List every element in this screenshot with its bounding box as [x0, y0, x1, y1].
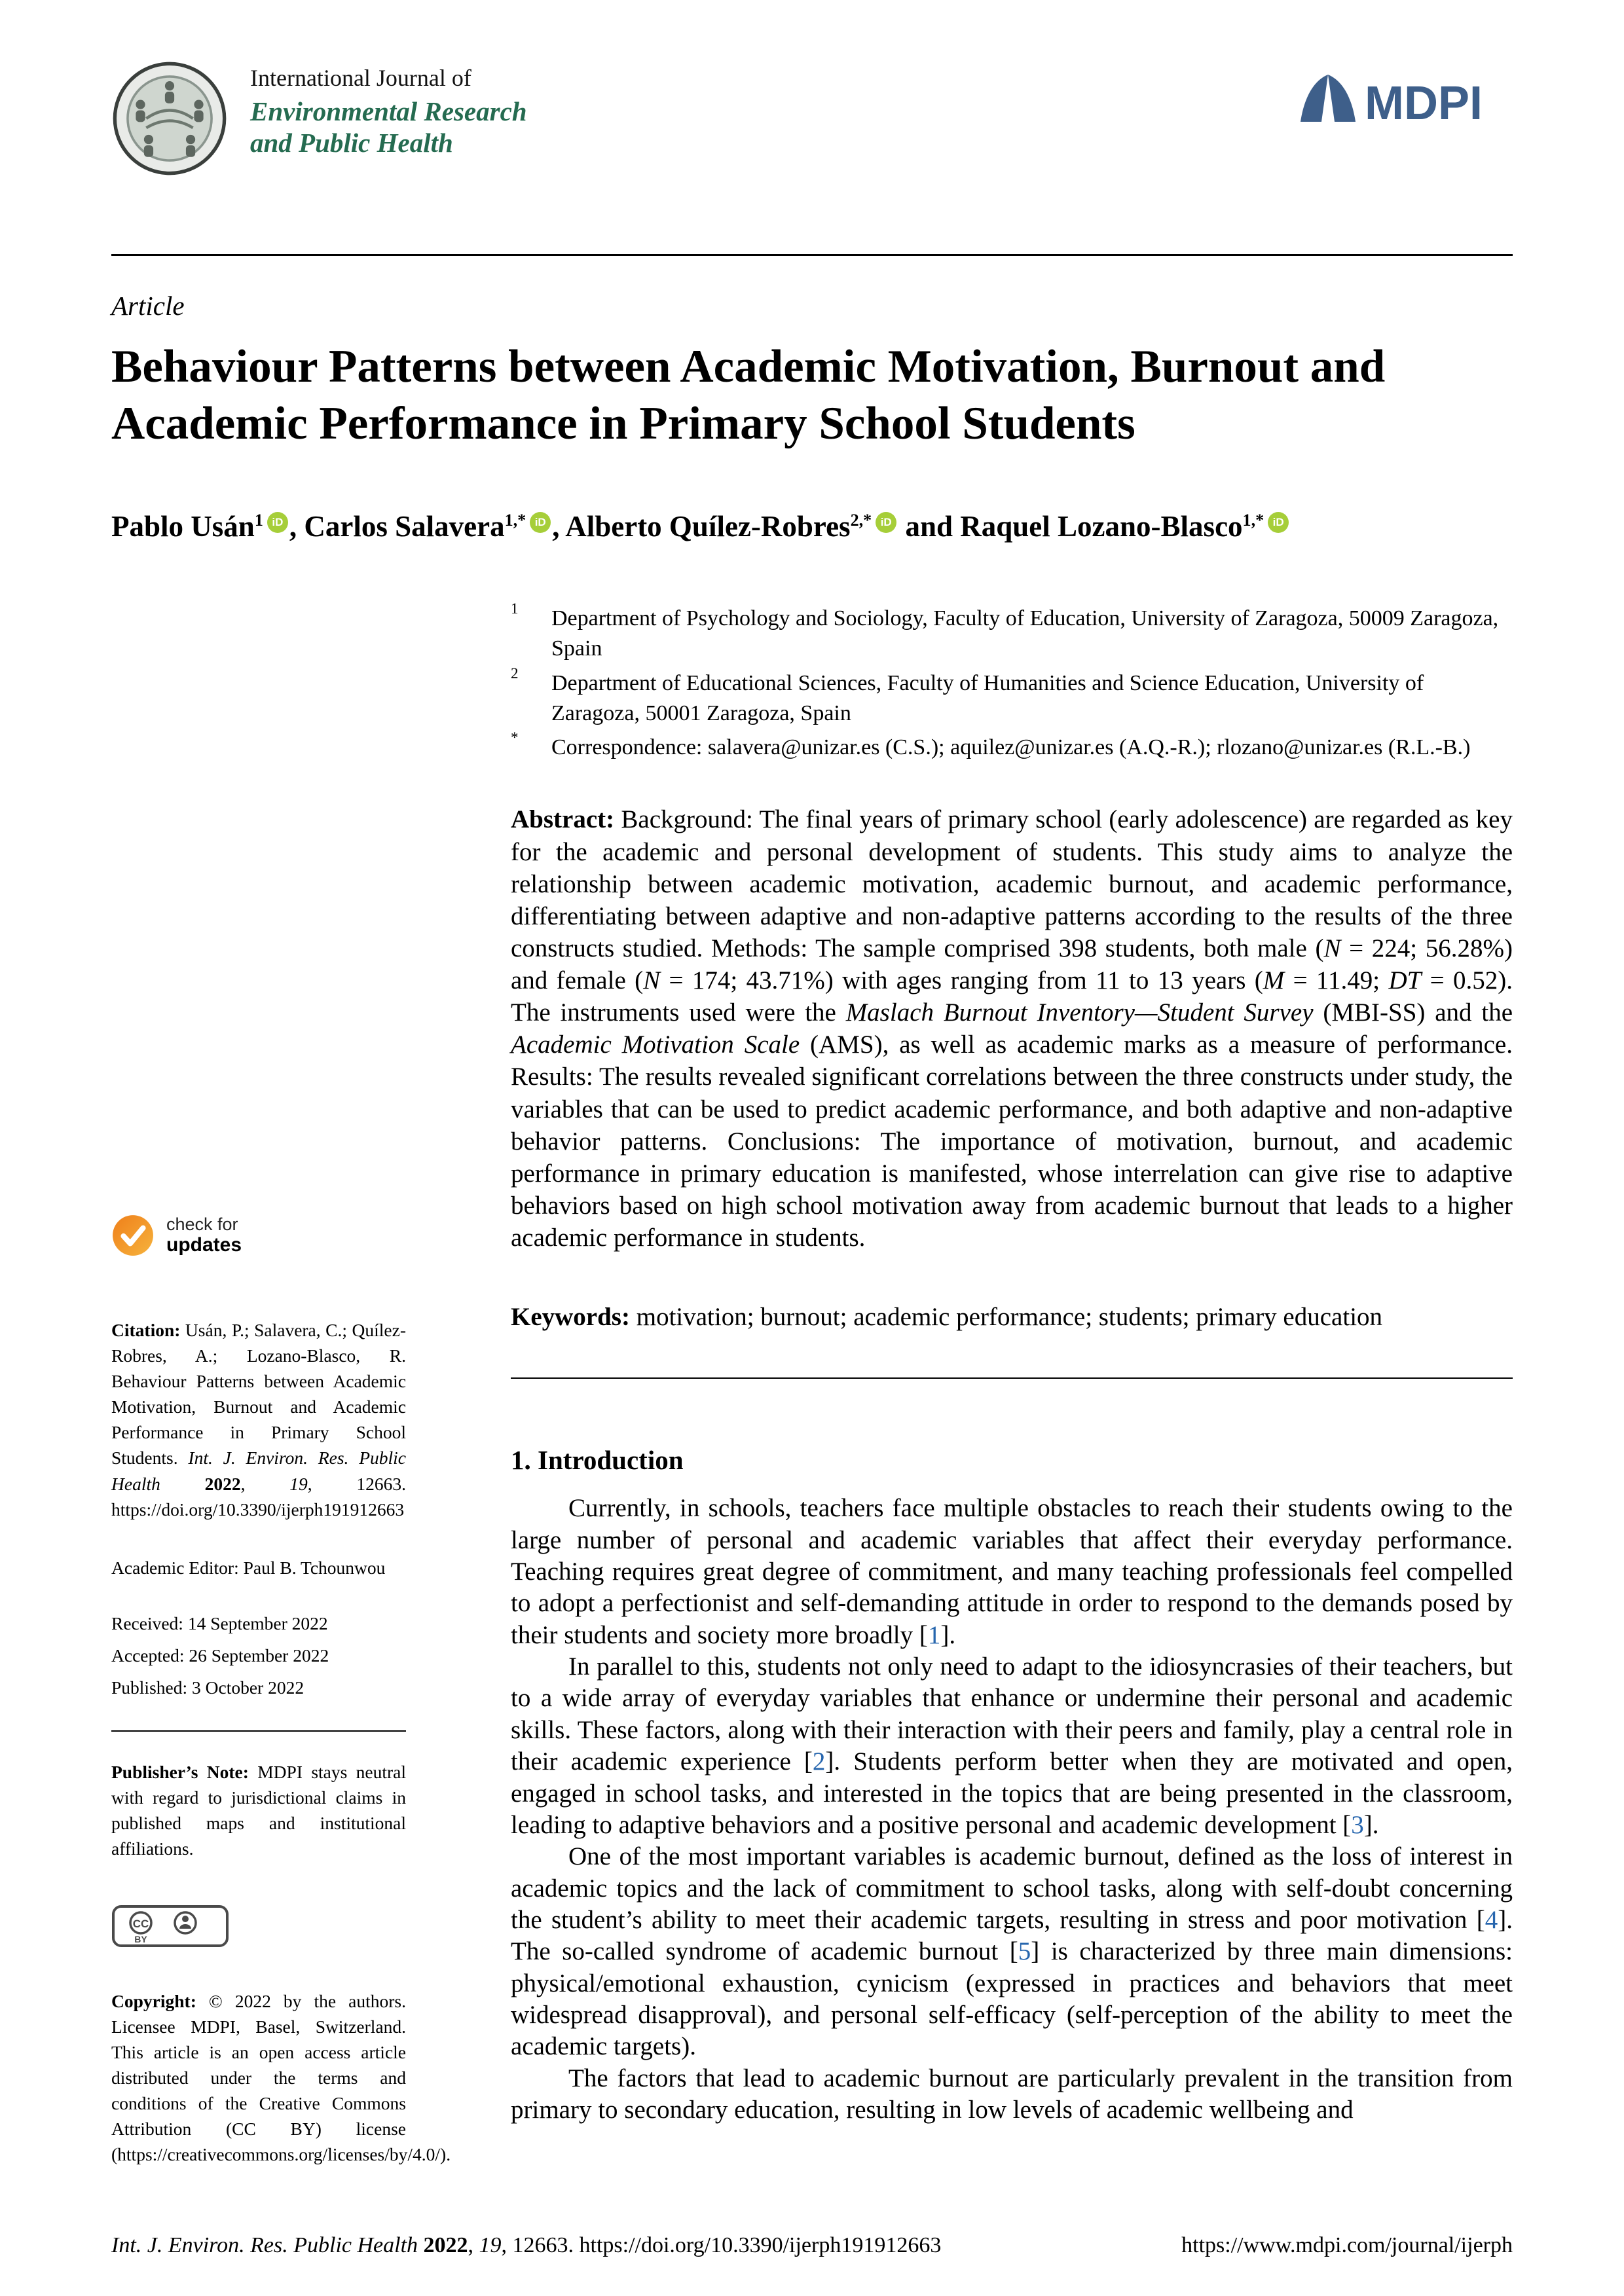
- affiliation-row: [511, 600, 1513, 664]
- check-updates-icon: [111, 1214, 155, 1257]
- copyright-block: Copyright: © 2022 by the authors. Licensee MDPI, Basel, Switzerland. This article is an open access article distributed under the terms and conditions of the Creative Commons Attribution (CC BY) license (https://creativecommons.org/licenses/by/4.0/).: [111, 1991, 451, 2165]
- dates-block: [111, 1611, 406, 1700]
- citation-ref[interactable]: 5: [1018, 1937, 1031, 1966]
- correspondence-text: Correspondence: salavera@unizar.es (C.S.); aquilez@unizar.es (A.Q.-R.); rlozano@unizar.es (R.L.-B.): [551, 735, 1471, 760]
- journal-title-line2: Environmental Research: [250, 96, 527, 126]
- correspondence-marker: *: [511, 729, 519, 746]
- keywords-divider: [511, 1377, 1513, 1379]
- journal-title-line3: and Public Health: [250, 128, 453, 158]
- citation-ref[interactable]: 3: [1351, 1810, 1364, 1839]
- authors-line: Pablo Usán$^1$ iD , Carlos Salavera$^{1,*}$ iD , Alberto Quílez-Robres$^{2,*}$ iD and Raquel Lozano-Blasco$^{1,*}$ iD: [111, 509, 1513, 543]
- check-updates-badge[interactable]: [111, 1214, 406, 1257]
- two-column-layout: [111, 600, 1513, 2167]
- sidebar: [111, 1214, 451, 2167]
- article-type-label: Article: [111, 291, 185, 321]
- mdpi-logo: [1297, 60, 1513, 136]
- check-updates-line2: updates: [166, 1233, 242, 1256]
- orcid-icon[interactable]: iD: [267, 512, 288, 533]
- cc-by-badge[interactable]: [111, 1904, 406, 1954]
- footer-citation: Int. J. Environ. Res. Public Health 2022, 19, 12663. https://doi.org/10.3390/ijerph191912663: [111, 2233, 942, 2257]
- affiliation-row: [511, 729, 1513, 763]
- header: [111, 0, 1513, 177]
- affiliation-text: Department of Psychology and Sociology, Faculty of Education, University of Zaragoza, 50009 Zaragoza, Spain: [551, 606, 1499, 661]
- by-person-icon: [175, 1912, 196, 1933]
- svg-text:CC: CC: [132, 1917, 149, 1930]
- paragraph: In parallel to this, students not only need to adapt to the idiosyncrasies of their teachers, but to a wide array of everyday variables that enhance or undermine their personal and academic skills. These factors, along with their interaction with their peers and family, play a central role in their academic experience [2]. Students perform better when they are motivated and open, engaged in school tasks, and interested in the topics that are being presented in the classroom, leading to adaptive behaviors and a positive personal and academic development [3].: [511, 1652, 1513, 1839]
- journal-logo-icon: [111, 60, 228, 177]
- accepted-date: Accepted: 26 September 2022: [111, 1645, 329, 1666]
- footer: [111, 2233, 1513, 2258]
- sidebar-divider: [111, 1730, 406, 1732]
- check-updates-line1: check for: [166, 1214, 238, 1235]
- affiliation-row: [511, 665, 1513, 729]
- citation-block: Citation: Usán, P.; Salavera, C.; Quílez-Robres, A.; Lozano-Blasco, R. Behaviour Patterns between Academic Motivation, Burnout and Academic Performance in Primary School Students. Int. J. Environ. Res. Public Health 2022, 19, 12663. https://doi.org/10.3390/ijerph191912663: [111, 1320, 407, 1520]
- main-column: [511, 600, 1513, 2126]
- mdpi-book-icon: [1301, 75, 1328, 122]
- published-date: Published: 3 October 2022: [111, 1677, 304, 1698]
- orcid-icon[interactable]: iD: [530, 512, 551, 533]
- check-updates-text: [166, 1215, 242, 1256]
- footer-journal-url[interactable]: https://www.mdpi.com/journal/ijerph: [1181, 2233, 1513, 2257]
- header-divider: [111, 254, 1513, 256]
- section-heading: 1. Introduction: [511, 1445, 684, 1476]
- page-title: Behaviour Patterns between Academic Motivation, Burnout and Academic Performance in Primary School Students: [111, 341, 1386, 449]
- orcid-icon[interactable]: iD: [876, 512, 896, 533]
- journal-title-line1: International Journal of: [250, 65, 471, 91]
- affiliations: [511, 600, 1513, 763]
- abstract: Abstract: Background: The final years of primary school (early adolescence) are regarded as key for the academic and personal development of students. This study aims to analyze the relationship between academic motivation, academic burnout, and academic performance, differentiating between adaptive and non-adaptive patterns according to the results of the three constructs studied. Methods: The sample comprised 398 students, both male (N = 224; 56.28%) and female (N = 174; 43.71%) with ages ranging from 11 to 13 years (M = 11.49; DT = 0.52). The instruments used were the Maslach Burnout Inventory—Student Survey (MBI-SS) and the Academic Motivation Scale (AMS), as well as academic marks as a measure of performance. Results: The results revealed significant correlations between the three constructs under study, the variables that can be used to predict academic performance, and both adaptive and non-adaptive behavior patterns. Conclusions: The importance of motivation, burnout, and academic performance in primary education is manifested, whose interrelation can give rise to adaptive behaviors based on high school motivation away from academic burnout that leads to a higher academic performance in students.: [511, 805, 1513, 1252]
- journal-title: [250, 60, 527, 159]
- svg-text:BY: BY: [134, 1933, 147, 1944]
- paragraph: Currently, in schools, teachers face multiple obstacles to reach their students owing to the large number of personal and academic variables that affect their everyday performance. Teaching requires great degree of commitment, and many teaching professionals feel compelled to adopt a perfectionist and self-demanding attitude in order to respond to the demands posed by their students and society more broadly [1].: [511, 1494, 1513, 1649]
- orcid-icon[interactable]: iD: [1268, 512, 1289, 533]
- affiliation-marker: 2: [511, 665, 519, 682]
- paragraph: The factors that lead to academic burnout are particularly prevalent in the transition from primary to secondary education, resulting in low levels of academic wellbeing and: [511, 2064, 1513, 2124]
- svg-text:MDPI: MDPI: [1365, 77, 1483, 130]
- academic-editor: Academic Editor: Paul B. Tchounwou: [111, 1557, 386, 1578]
- paragraph: One of the most important variables is academic burnout, defined as the loss of interest in academic topics and the lack of commitment to school tasks, along with self-doubt concerning the student’s ability to meet their academic targets, resulting in stress and poor motivation [4]. The so-called syndrome of academic burnout [5] is characterized by three main dimensions: physical/emotional exhaustion, cynicism (expressed in practices and behaviors that meet widespread disapproval), and personal self-efficacy (self-perception of the ability to meet the academic targets).: [511, 1842, 1513, 2061]
- citation-ref[interactable]: 4: [1485, 1905, 1498, 1934]
- keywords: Keywords: motivation; burnout; academic performance; students; primary education: [511, 1303, 1383, 1332]
- journal-block: [111, 60, 527, 177]
- citation-ref[interactable]: 1: [927, 1620, 941, 1649]
- affiliation-marker: 1: [511, 600, 519, 617]
- publishers-note: Publisher’s Note: MDPI stays neutral with regard to jurisdictional claims in published maps and institutional affiliations.: [111, 1761, 406, 1859]
- received-date: Received: 14 September 2022: [111, 1613, 328, 1633]
- affiliation-text: Department of Educational Sciences, Faculty of Humanities and Science Education, University of Zaragoza, 50001 Zaragoza, Spain: [551, 670, 1424, 725]
- citation-ref[interactable]: 2: [812, 1747, 826, 1776]
